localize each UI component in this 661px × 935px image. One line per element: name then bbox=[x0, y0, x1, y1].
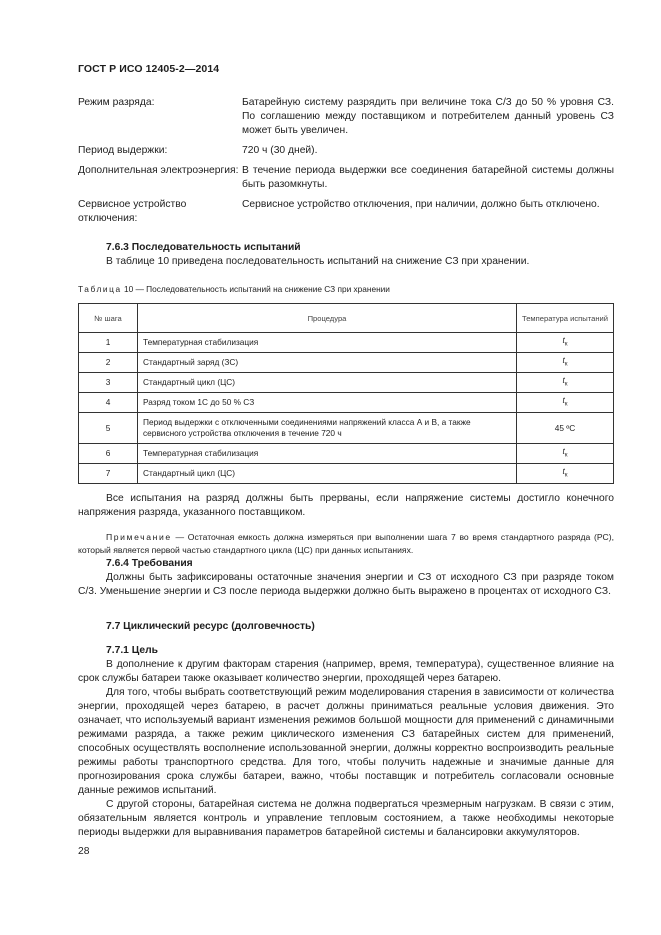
definition-description: Сервисное устройство отключения, при наличии, должно быть отключено. bbox=[242, 199, 600, 210]
table-row bbox=[79, 464, 614, 484]
after-table-text bbox=[78, 492, 614, 520]
procedure-cell: Температурная стабилизация bbox=[138, 333, 517, 353]
step-cell: 1 bbox=[79, 333, 138, 353]
paragraph: С другой стороны, батарейная система не должна подвергаться чрезмерным нагрузкам. В связи с этим, обязательным является контроль и управление тепловым состоянием, а также необходимы некоторые периоды выдержки для выравнивания параметров батарейной системы и балансировки аккумуляторов. bbox=[78, 799, 614, 838]
procedure-cell: Стандартный заряд (ЗС) bbox=[138, 353, 517, 373]
section-7-6-4 bbox=[78, 557, 614, 599]
table-row bbox=[79, 353, 614, 373]
table-caption-label: Таблица bbox=[78, 284, 122, 294]
section-text: В таблице 10 приведена последовательность испытаний на снижение СЗ при хранении. bbox=[106, 256, 530, 267]
note-label: Примечание bbox=[106, 532, 172, 542]
temperature-cell: $t_к$ bbox=[517, 444, 614, 464]
paragraph: В дополнение к другим факторам старения (например, время, температура), существенное влияние на срок службы батареи также оказывает количество энергии, проходящей через батарею. bbox=[78, 659, 614, 684]
definition-term: Режим разряда: bbox=[78, 97, 155, 108]
temperature-cell: $t_к$ bbox=[517, 464, 614, 484]
paragraph: Для того, чтобы выбрать соответствующий режим моделирования старения в зависимости от количества энергии, проходящей через батарею, в расчет должны приниматься реальные условия движения. Это означает, что используемый вариант изменения режимов большой мощности для применений с динамичными режимами разряда, а также режим циклического изменения СЗ батарейных систем для применений, способных осуществлять восполнение использованной энергии, должны корректно воспроизводить реальные режимы работы транспортного средства. Для того, чтобы получить надежные и значимые данные для прогнозирования срока службы батареи, важно, чтобы поставщик и потребитель согласовали основные данные режимов испытаний. bbox=[78, 687, 614, 796]
definition-description: 720 ч (30 дней). bbox=[242, 145, 318, 156]
definition-description: Батарейную систему разрядить при величине тока С/3 до 50 % уровня СЗ. По соглашению между поставщиком и потребителем данный уровень СЗ может быть увеличен. bbox=[242, 97, 614, 136]
table-caption bbox=[78, 282, 390, 296]
procedure-cell: Разряд током 1С до 50 % СЗ bbox=[138, 393, 517, 413]
table-row bbox=[79, 393, 614, 413]
subsection-heading: 7.7.1 Цель bbox=[106, 645, 159, 656]
definition-term: Дополнительная электроэнергия: bbox=[78, 165, 239, 176]
page-number: 28 bbox=[78, 846, 90, 857]
section-text: Должны быть зафиксированы остаточные значения энергии и СЗ от исходного СЗ при разряде током С/3. Уменьшение энергии и СЗ после периода выдержки должно быть выражено в процентах от исходного СЗ. bbox=[78, 572, 614, 597]
definition-term: Сервисное устройство отключения: bbox=[78, 199, 187, 224]
step-cell: 5 bbox=[79, 413, 138, 444]
step-cell: 6 bbox=[79, 444, 138, 464]
section-heading: 7.6.3 Последовательность испытаний bbox=[106, 242, 301, 253]
test-sequence-table bbox=[78, 303, 614, 484]
definition-description: В течение периода выдержки все соединения батарейной системы должны быть разомкнуты. bbox=[242, 165, 614, 190]
definition-row bbox=[78, 164, 614, 192]
temperature-cell: $t_к$ bbox=[517, 333, 614, 353]
column-header-step: № шага bbox=[79, 304, 138, 333]
procedure-cell: Стандартный цикл (ЦС) bbox=[138, 464, 517, 484]
step-cell: 3 bbox=[79, 373, 138, 393]
table-row bbox=[79, 373, 614, 393]
temperature-cell: $t_к$ bbox=[517, 373, 614, 393]
step-cell: 2 bbox=[79, 353, 138, 373]
procedure-cell: Период выдержки с отключенными соединениями напряжений класса А и В, а также сервисного устройства отключения в течение 720 ч bbox=[138, 413, 517, 444]
table-row bbox=[79, 333, 614, 353]
definition-row bbox=[78, 198, 614, 226]
table-row bbox=[79, 413, 614, 444]
temperature-cell: 45 ºС bbox=[517, 413, 614, 444]
section-7-6-3 bbox=[78, 241, 614, 269]
table-header-row bbox=[79, 304, 614, 333]
table-row bbox=[79, 444, 614, 464]
temperature-cell: $t_к$ bbox=[517, 353, 614, 373]
temperature-cell: $t_к$ bbox=[517, 393, 614, 413]
definition-term: Период выдержки: bbox=[78, 145, 168, 156]
note bbox=[78, 531, 614, 557]
definition-list bbox=[78, 96, 614, 232]
step-cell: 4 bbox=[79, 393, 138, 413]
section-heading: 7.7 Циклический ресурс (долговечность) bbox=[106, 621, 315, 632]
table-caption-text: 10 — Последовательность испытаний на снижение СЗ при хранении bbox=[124, 284, 390, 294]
note-text: — Остаточная емкость должна измеряться при выполнении шага 7 во время стандартного разряда (РС), который является первой частью стандартного цикла (ЦС) при данных испытаниях. bbox=[78, 532, 615, 555]
paragraph: Все испытания на разряд должны быть прерваны, если напряжение системы достигло конечного напряжения разряда, указанного поставщиком. bbox=[78, 493, 614, 518]
step-cell: 7 bbox=[79, 464, 138, 484]
definition-row bbox=[78, 144, 614, 158]
column-header-temperature: Температура испытаний bbox=[517, 304, 614, 333]
document-header: ГОСТ Р ИСО 12405-2—2014 bbox=[78, 63, 220, 75]
procedure-cell: Температурная стабилизация bbox=[138, 444, 517, 464]
procedure-cell: Стандартный цикл (ЦС) bbox=[138, 373, 517, 393]
definition-row bbox=[78, 96, 614, 138]
section-7-7 bbox=[78, 620, 614, 840]
column-header-procedure: Процедура bbox=[138, 304, 517, 333]
section-heading: 7.6.4 Требования bbox=[106, 558, 193, 569]
